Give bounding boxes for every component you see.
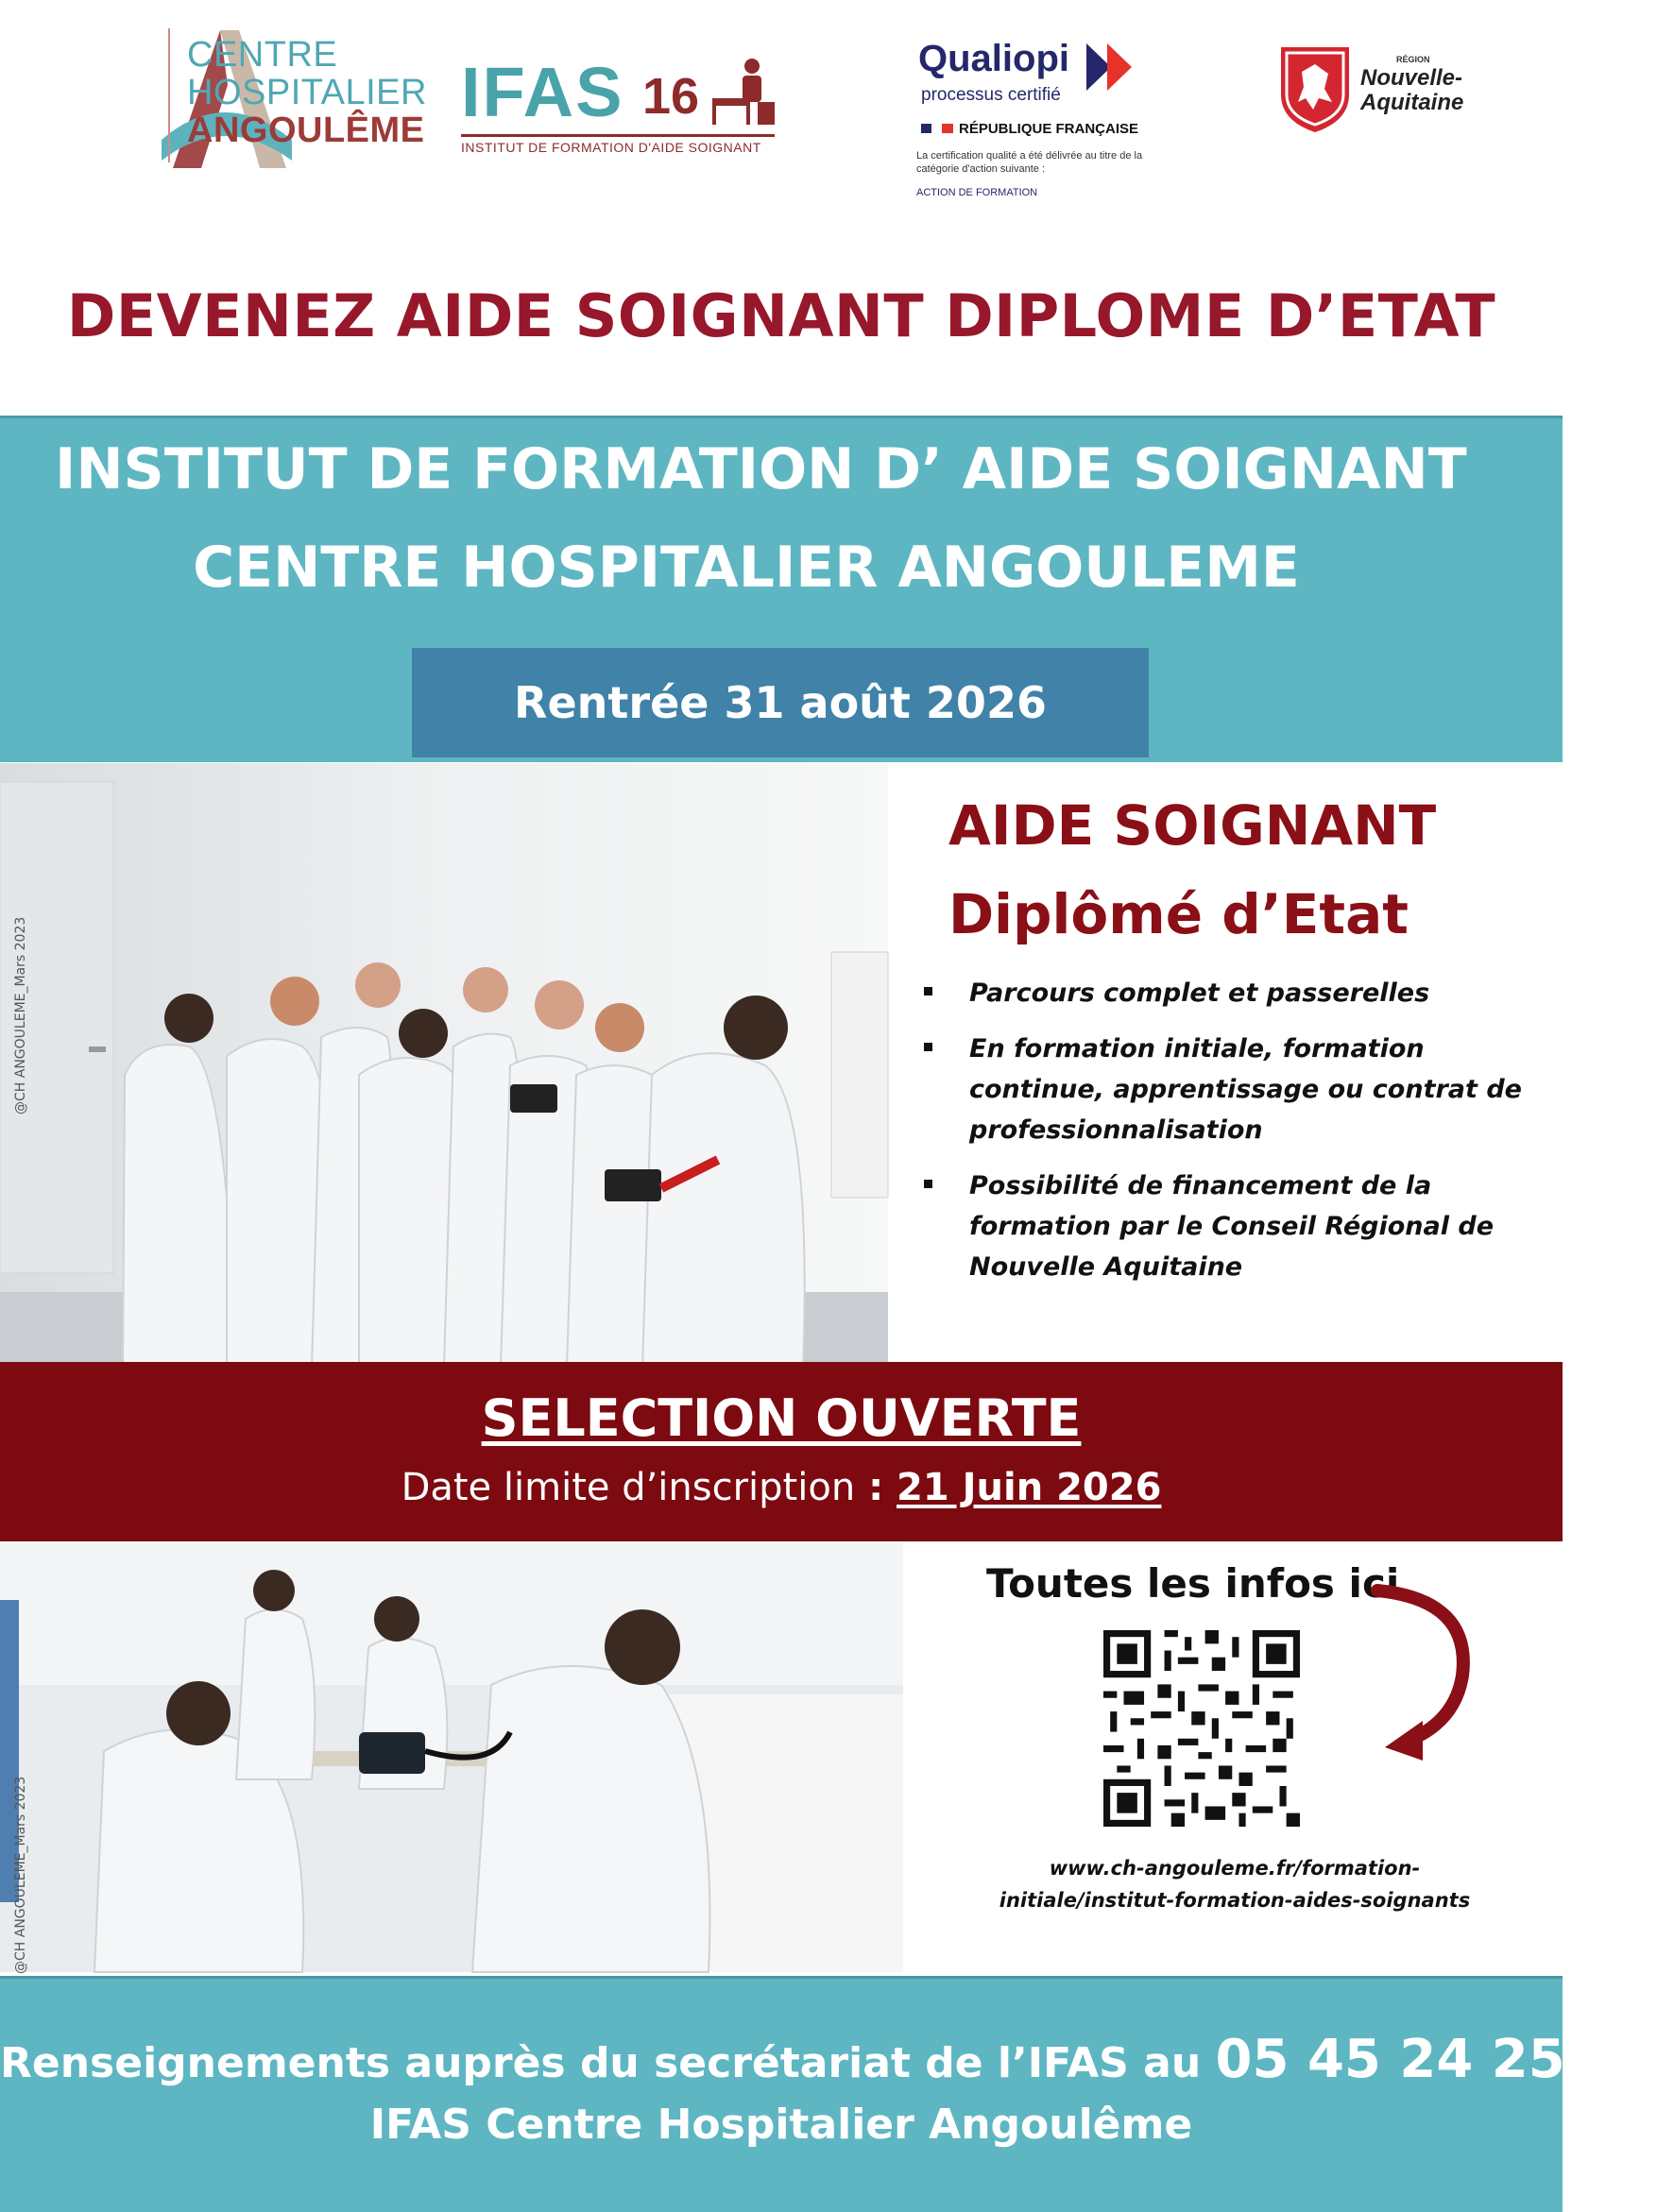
contact-line bbox=[0, 2029, 1657, 2090]
qr-code-icon[interactable] bbox=[1103, 1630, 1300, 1827]
logo-separator bbox=[168, 28, 170, 162]
infos-title: Toutes les infos ici bbox=[986, 1560, 1400, 1607]
bullet-square-icon bbox=[924, 1043, 932, 1051]
bullet-item bbox=[907, 1029, 1549, 1150]
region-label: RÉGION bbox=[1396, 55, 1430, 64]
region-name-line1: Nouvelle- bbox=[1360, 65, 1463, 91]
ifas-logo-underline bbox=[461, 134, 775, 137]
curved-arrow-icon bbox=[1368, 1572, 1472, 1770]
qualiopi-tagline: processus certifié bbox=[921, 85, 1061, 105]
ifas-logo-title: IFAS bbox=[461, 53, 624, 131]
deadline-separator: : bbox=[855, 1466, 897, 1509]
institute-line2: CENTRE HOSPITALIER ANGOULEME bbox=[193, 535, 1300, 601]
ifas-logo-number: 16 bbox=[642, 68, 700, 125]
qualiopi-note: La certification qualité a été délivrée au titre de la catégorie d'action suivante : bbox=[916, 150, 1143, 175]
ch-logo-line2: HOSPITALIER bbox=[187, 73, 427, 112]
institute-line1: INSTITUT DE FORMATION D’ AIDE SOIGNANT bbox=[55, 436, 1467, 502]
region-name-line2: Aquitaine bbox=[1360, 90, 1464, 115]
french-flag-icon bbox=[921, 124, 953, 133]
photo1-credit: @CH ANGOULEME_Mars 2023 bbox=[13, 916, 28, 1115]
main-title: DEVENEZ AIDE SOIGNANT DIPLOME D’ETAT bbox=[66, 281, 1496, 350]
students-group-photo bbox=[0, 763, 888, 1362]
region-name bbox=[1360, 66, 1463, 115]
program-subtitle: Diplômé d’Etat bbox=[948, 882, 1409, 946]
ch-angouleme-logo-text bbox=[187, 36, 427, 149]
ch-logo-line3: ANGOULÊME bbox=[187, 111, 425, 150]
qualiopi-arrow-icon bbox=[1086, 43, 1143, 91]
selection-title: SELECTION OUVERTE bbox=[481, 1388, 1082, 1448]
contact-band bbox=[0, 1976, 1563, 2212]
blood-pressure-practice-photo bbox=[0, 1543, 903, 1972]
contact-footer: IFAS Centre Hospitalier Angoulême bbox=[369, 2101, 1193, 2149]
region-lion-shield-icon bbox=[1277, 43, 1353, 134]
bullet-text: Parcours complet et passerelles bbox=[969, 978, 1430, 1008]
bullet-square-icon bbox=[924, 1180, 932, 1188]
bullet-text: En formation initiale, formation continue, apprentissage ou contrat de professionnalisation bbox=[969, 1034, 1522, 1145]
republique-francaise-label: RÉPUBLIQUE FRANÇAISE bbox=[959, 121, 1139, 137]
info-url-line2[interactable]: initiale/institut-formation-aides-soignants bbox=[999, 1889, 1471, 1912]
info-url-line1[interactable]: www.ch-angouleme.fr/formation- bbox=[1049, 1857, 1421, 1880]
qualiopi-action: ACTION DE FORMATION bbox=[916, 187, 1038, 198]
program-bullet-list bbox=[907, 973, 1549, 1302]
deadline-date: 21 Juin 2026 bbox=[897, 1466, 1162, 1509]
program-title: AIDE SOIGNANT bbox=[948, 793, 1437, 858]
bullet-item bbox=[907, 973, 1549, 1013]
ch-logo-line1: CENTRE bbox=[187, 35, 338, 75]
photo2-credit: @CH ANGOULEME_Mars 2023 bbox=[13, 1776, 28, 1974]
caregiver-icon bbox=[710, 55, 778, 130]
selection-deadline bbox=[0, 1466, 1563, 1509]
bullet-text: Possibilité de financement de la formation par le Conseil Régional de Nouvelle Aquitaine bbox=[969, 1171, 1495, 1282]
bullet-square-icon bbox=[924, 987, 932, 995]
contact-text: Renseignements auprès du secrétariat de l’IFAS au bbox=[0, 2039, 1216, 2087]
deadline-label: Date limite d’inscription bbox=[401, 1466, 856, 1509]
bullet-item bbox=[907, 1166, 1549, 1287]
rentree-box: Rentrée 31 août 2026 bbox=[412, 648, 1149, 757]
ifas-logo-subtitle: INSTITUT DE FORMATION D'AIDE SOIGNANT bbox=[461, 140, 761, 155]
qualiopi-logo-name: Qualiopi bbox=[918, 38, 1069, 79]
contact-phone: 05 45 24 25 34 bbox=[1215, 2029, 1657, 2090]
